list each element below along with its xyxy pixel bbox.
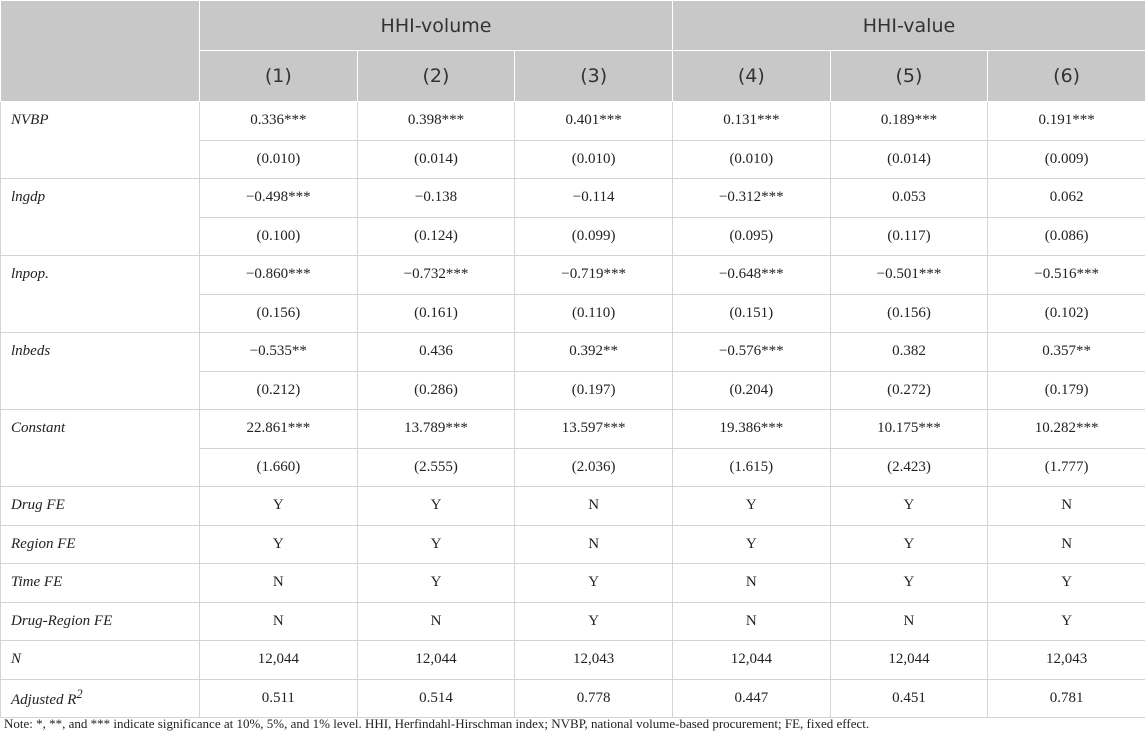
se-cell: (1.660) [200,448,358,487]
value-cell: 12,044 [830,641,988,680]
se-cell: (0.204) [672,371,830,410]
coef-cell: 0.189*** [830,102,988,141]
coef-cell: 0.336*** [200,102,358,141]
coef-cell: 0.398*** [357,102,515,141]
row-label: Drug FE [1,487,200,526]
coef-cell: 10.175*** [830,410,988,449]
coef-cell: −0.516*** [988,256,1145,295]
se-cell: (0.156) [830,294,988,333]
row-label: lngdp [1,179,200,256]
row-label [1,679,200,718]
value-cell: 0.781 [988,679,1145,718]
se-cell: (0.014) [830,140,988,179]
column-header: (1) [200,51,358,102]
se-cell: (1.615) [672,448,830,487]
value-cell: 0.778 [515,679,673,718]
se-cell: (2.423) [830,448,988,487]
coef-cell: −0.501*** [830,256,988,295]
table-body [1,102,1145,718]
coef-row [1,179,1145,218]
coef-cell: −0.312*** [672,179,830,218]
coef-cell: 0.357** [988,333,1145,372]
coef-cell: 0.062 [988,179,1145,218]
se-cell: (0.010) [515,140,673,179]
value-cell: 12,043 [988,641,1145,680]
coef-cell: 0.131*** [672,102,830,141]
value-cell: 12,044 [200,641,358,680]
value-cell: N [515,525,673,564]
value-cell: N [988,487,1145,526]
coef-cell: 13.597*** [515,410,673,449]
se-cell: (0.010) [672,140,830,179]
value-cell: Y [672,525,830,564]
value-cell: N [672,564,830,603]
coef-cell: 0.382 [830,333,988,372]
row-label: N [1,641,200,680]
row-label: Drug-Region FE [1,602,200,641]
se-cell: (0.161) [357,294,515,333]
coef-cell: −0.535** [200,333,358,372]
value-cell: Y [515,564,673,603]
coef-cell: −0.498*** [200,179,358,218]
value-cell: Y [357,525,515,564]
value-cell: Y [357,564,515,603]
adjusted-r2-row [1,679,1145,718]
se-cell: (0.197) [515,371,673,410]
coef-row [1,410,1145,449]
coef-cell: −0.732*** [357,256,515,295]
se-cell: (0.110) [515,294,673,333]
se-cell: (0.151) [672,294,830,333]
coef-row [1,102,1145,141]
coef-cell: 19.386*** [672,410,830,449]
row-label: NVBP [1,102,200,179]
adjusted-r2-label: Adjusted R [11,692,77,709]
value-cell: 0.451 [830,679,988,718]
value-cell: Y [515,602,673,641]
se-cell: (2.555) [357,448,515,487]
column-header: (3) [515,51,673,102]
se-cell: (0.156) [200,294,358,333]
coef-row [1,256,1145,295]
value-cell: Y [672,487,830,526]
value-cell: 0.514 [357,679,515,718]
value-cell: Y [830,487,988,526]
group-header-hhi-value: HHI-value [672,1,1145,51]
header-corner [1,1,200,102]
se-cell: (0.272) [830,371,988,410]
column-header: (5) [830,51,988,102]
table-note: Note: *, **, and *** indicate significance at 10%, 5%, and 1% level. HHI, Herfindahl-Hirschman index; NVBP, national volume-based procurement; FE, fixed effect. [4,716,870,731]
group-header-hhi-volume: HHI-volume [200,1,673,51]
coef-cell: 0.401*** [515,102,673,141]
se-cell: (0.010) [200,140,358,179]
value-cell: N [515,487,673,526]
coef-cell: −0.138 [357,179,515,218]
coef-cell: 0.191*** [988,102,1145,141]
value-cell: 12,044 [672,641,830,680]
coef-cell: 0.436 [357,333,515,372]
table-row [1,602,1145,641]
se-cell: (0.286) [357,371,515,410]
se-cell: (0.099) [515,217,673,256]
column-header: (6) [988,51,1145,102]
se-cell: (2.036) [515,448,673,487]
row-label: lnpop. [1,256,200,333]
coef-cell: 0.392** [515,333,673,372]
value-cell: N [988,525,1145,564]
se-cell: (0.009) [988,140,1145,179]
se-cell: (0.124) [357,217,515,256]
value-cell: Y [200,487,358,526]
value-cell: Y [988,602,1145,641]
table-row [1,641,1145,680]
se-cell: (0.179) [988,371,1145,410]
coef-cell: 10.282*** [988,410,1145,449]
value-cell: N [200,564,358,603]
value-cell: N [830,602,988,641]
se-cell: (0.102) [988,294,1145,333]
se-cell: (1.777) [988,448,1145,487]
value-cell: Y [357,487,515,526]
row-label: lnbeds [1,333,200,410]
table-row [1,564,1145,603]
column-header: (4) [672,51,830,102]
value-cell: Y [830,564,988,603]
r2-superscript: 2 [76,687,83,702]
se-cell: (0.117) [830,217,988,256]
table-row [1,487,1145,526]
se-cell: (0.095) [672,217,830,256]
value-cell: Y [200,525,358,564]
value-cell: 12,043 [515,641,673,680]
coef-cell: −0.114 [515,179,673,218]
column-header: (2) [357,51,515,102]
row-label: Constant [1,410,200,487]
value-cell: N [357,602,515,641]
value-cell: 12,044 [357,641,515,680]
table-row [1,525,1145,564]
coef-cell: 22.861*** [200,410,358,449]
row-label: Time FE [1,564,200,603]
se-cell: (0.100) [200,217,358,256]
coef-cell: 0.053 [830,179,988,218]
value-cell: N [200,602,358,641]
value-cell: N [672,602,830,641]
row-label: Region FE [1,525,200,564]
value-cell: Y [830,525,988,564]
table-header [1,1,1145,102]
coef-cell: −0.648*** [672,256,830,295]
coef-cell: −0.860*** [200,256,358,295]
se-cell: (0.014) [357,140,515,179]
coef-cell: 13.789*** [357,410,515,449]
value-cell: Y [988,564,1145,603]
se-cell: (0.212) [200,371,358,410]
se-cell: (0.086) [988,217,1145,256]
value-cell: 0.511 [200,679,358,718]
value-cell: 0.447 [672,679,830,718]
coef-row [1,333,1145,372]
coef-cell: −0.576*** [672,333,830,372]
coef-cell: −0.719*** [515,256,673,295]
